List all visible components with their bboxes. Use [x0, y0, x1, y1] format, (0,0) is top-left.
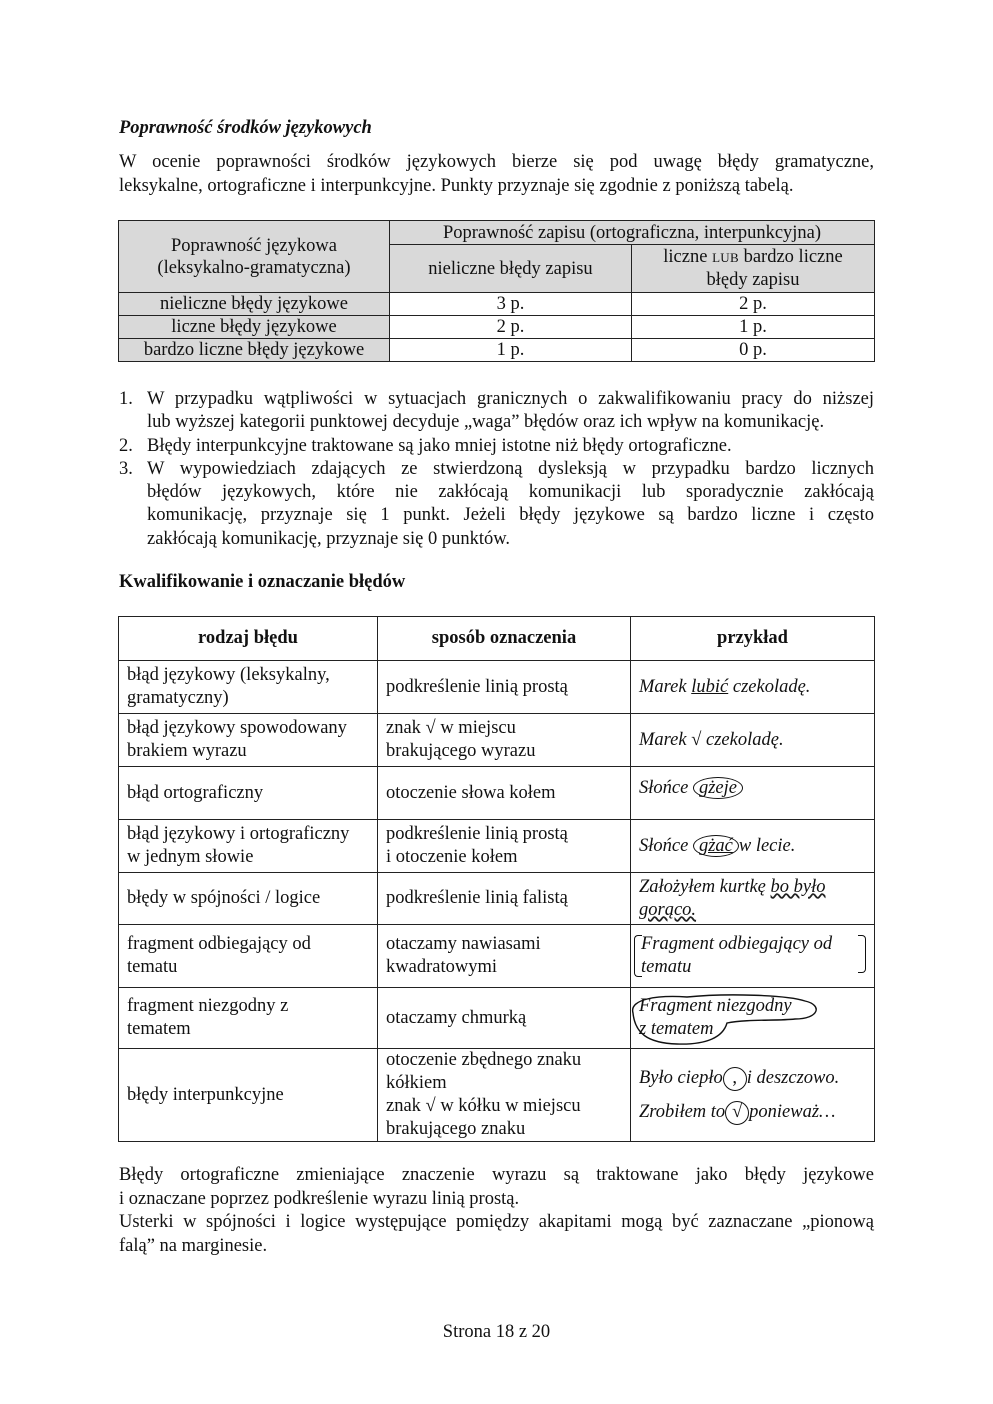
error-type: błędy interpunkcyjne [119, 1049, 378, 1142]
closing-line: falą” na marginesie. [119, 1235, 268, 1256]
note-item [119, 388, 874, 435]
score-value: 2 p. [390, 316, 632, 339]
circled-comma-icon: , [723, 1067, 747, 1091]
note-item [119, 458, 874, 551]
closing-line: Usterki w spójności i logice występujące pomiędzy akapitami mogą być zaznaczane „pionową [119, 1212, 874, 1232]
error-table-header [119, 617, 875, 661]
closing-line: Błędy ortograficzne zmieniające znaczenie wyrazu są traktowane jako błędy językowe [119, 1165, 874, 1185]
marking: podkreślenie linią prostą i otoczenie kołem [378, 820, 631, 873]
table-row [119, 925, 875, 988]
circled-word: gżeje [693, 777, 743, 799]
example [631, 925, 875, 988]
score-row-label: nieliczne błędy językowe [119, 293, 390, 316]
col-header-lub: LUB [712, 250, 739, 265]
table-row [119, 988, 875, 1049]
right-bracket-icon [858, 935, 866, 973]
cloud-outline-icon [627, 989, 827, 1049]
table-row [119, 820, 875, 873]
marking: otaczamy nawiasami kwadratowymi [378, 925, 631, 988]
circled-underlined-word: gżać [693, 835, 739, 857]
table-row [119, 873, 875, 925]
note-line: komunikację, przyznaje się 1 punkt. Jeżeli błędy językowe są bardzo liczne i często [147, 505, 874, 526]
score-row-label: liczne błędy językowe [119, 316, 390, 339]
row-header-line: Poprawność językowa [171, 235, 337, 256]
marking: podkreślenie linią prostą [378, 661, 631, 714]
score-value: 3 p. [390, 293, 632, 316]
intro-line: W ocenie poprawności środków językowych bierze się pod uwagę błędy gramatyczne, [119, 152, 874, 172]
note-line: W wypowiedziach zdających ze stwierdzoną dysleksją w przypadku bardzo licznych [147, 458, 874, 479]
left-bracket-icon [634, 935, 642, 977]
wavy-underlined-text: gorąco. [639, 899, 697, 920]
score-row [119, 316, 875, 339]
score-value: 2 p. [632, 293, 875, 316]
intro-paragraph [119, 150, 874, 198]
marking: podkreślenie linią falistą [378, 873, 631, 925]
header-marking: sposób oznaczenia [378, 617, 631, 661]
example [631, 988, 875, 1049]
score-value: 1 p. [390, 339, 632, 362]
note-line: zakłócają komunikację, przyznaje się 0 punktów. [147, 528, 511, 549]
cloud-outlined-text: Fragment niezgodny z tematem [639, 995, 792, 1041]
marking: otaczamy chmurką [378, 988, 631, 1049]
example: Założyłem kurtkę bo było gorąco. [631, 873, 875, 925]
table-row [119, 661, 875, 714]
row-header-cell [119, 221, 390, 293]
notes-list [119, 388, 874, 551]
score-row [119, 293, 875, 316]
note-line: lub wyższej kategorii punktowej decyduje „waga” błędów oraz ich wpływ na komunikację. [147, 412, 825, 433]
error-type: fragment odbiegający od tematu [119, 925, 378, 988]
intro-line: leksykalne, ortograficzne i interpunkcyjne. Punkty przyznaje się zgodnie z poniższą tabelą. [119, 176, 794, 196]
note-line: W przypadku wątpliwości w sytuacjach granicznych o zakwalifikowaniu pracy do niższej [147, 389, 874, 409]
header-example: przykład [631, 617, 875, 661]
note-number: 1. [119, 389, 133, 409]
example: Marek lubić czekoladę. [631, 661, 875, 714]
score-row-label: bardzo liczne błędy językowe [119, 339, 390, 362]
col-group-header: Poprawność zapisu (ortograficzna, interpunkcyjna) [390, 221, 875, 245]
note-item [119, 435, 874, 458]
marking: otoczenie zbędnego znaku kółkiem znak √ w kółku w miejscu brakującego znaku [378, 1049, 631, 1142]
note-line: błędów językowych, które nie zakłócają komunikacji lub sporadycznie zakłócają [147, 482, 874, 503]
section-title-errors: Kwalifikowanie i oznaczanie błędów [119, 572, 406, 592]
col-header-few: nieliczne błędy zapisu [390, 245, 632, 293]
wavy-underlined-text: bo było [770, 876, 826, 897]
check-mark-icon: √ [691, 729, 702, 750]
marking: znak √ w miejscu brakującego wyrazu [378, 714, 631, 767]
col-header-many [632, 245, 875, 293]
page-number: Strona 18 z 20 [442, 1322, 551, 1342]
section-title-correctness: Poprawność środków językowych [119, 118, 372, 138]
example: Słońce gżeje [631, 767, 875, 820]
closing-line: i oznaczane poprzez podkreślenie wyrazu linią prostą. [119, 1188, 520, 1209]
table-row [119, 1049, 875, 1142]
marking: otoczenie słowa kołem [378, 767, 631, 820]
col-header-text: bardzo liczne [743, 247, 843, 267]
error-type: błąd językowy i ortograficzny w jednym słowie [119, 820, 378, 873]
error-type: błąd językowy spowodowany brakiem wyrazu [119, 714, 378, 767]
col-header-text: błędy zapisu [706, 270, 800, 290]
score-row [119, 339, 875, 362]
example: Było ciepło , i deszczowo. Zrobiłem to √ ponieważ… [631, 1049, 875, 1142]
error-type: błędy w spójności / logice [119, 873, 378, 925]
table-row [119, 767, 875, 820]
col-header-text: liczne [663, 247, 708, 267]
score-value: 0 p. [632, 339, 875, 362]
error-type: fragment niezgodny z tematem [119, 988, 378, 1049]
row-header-line: (leksykalno-gramatyczna) [157, 257, 351, 278]
note-line: Błędy interpunkcyjne traktowane są jako mniej istotne niż błędy ortograficzne. [147, 435, 732, 456]
square-bracketed-text: Fragment odbiegający od tematu [639, 933, 866, 979]
error-marking-table [118, 616, 875, 1142]
score-table [118, 220, 875, 362]
circled-check-icon: √ [725, 1101, 749, 1125]
error-type: błąd ortograficzny [119, 767, 378, 820]
underlined-word: lubić [691, 676, 729, 697]
header-error-type: rodzaj błędu [119, 617, 378, 661]
error-type: błąd językowy (leksykalny, gramatyczny) [119, 661, 378, 714]
closing-paragraphs [119, 1164, 874, 1258]
example: Marek √ czekoladę. [631, 714, 875, 767]
note-number: 2. [119, 435, 133, 456]
table-row [119, 714, 875, 767]
example: Słońce gżać w lecie. [631, 820, 875, 873]
note-number: 3. [119, 458, 133, 479]
score-value: 1 p. [632, 316, 875, 339]
